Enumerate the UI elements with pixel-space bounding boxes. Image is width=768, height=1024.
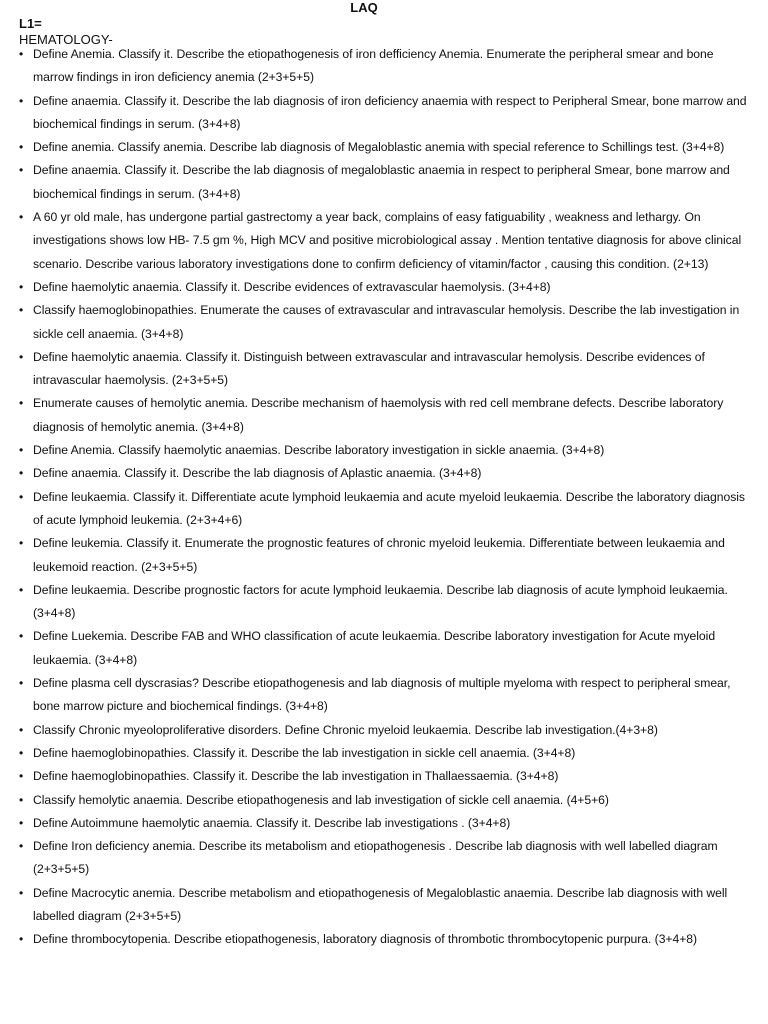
bullet-icon: • [19,629,24,644]
bullet-icon: • [19,47,24,61]
question-text: A 60 yr old male, has undergone partial gastrectomy a year back, complains of easy fatiguability , weakness and lethargy. On investigations shows low HB- 7.5 gm %, High MCV and positive microbiological assay . Mention tentative diagnosis for above clinical scenario. Describe various laboratory investigations done to confirm deficiency of vitamin/factor , causing this condition. (2+13) [33,210,742,271]
question-item [19,719,754,742]
question-text: Define Autoimmune haemolytic anaemia. Classify it. Describe lab investigations . (3+4+8) [33,815,511,830]
section-heading: HEMATOLOGY- [19,32,113,47]
question-item [19,579,754,626]
bullet-icon: • [19,745,24,760]
bullet-icon: • [19,396,24,411]
bullet-icon: • [19,885,24,900]
question-text: Define Macrocytic anemia. Describe metabolism and etiopathogenesis of Megaloblastic anaemia. Describe lab diagnosis with well labelled diagram (2+3+5+5) [33,885,728,923]
bullet-icon: • [19,93,24,108]
question-item [19,206,754,276]
question-text: Enumerate causes of hemolytic anemia. Describe mechanism of haemolysis with red cell membrane defects. Describe laboratory diagnosis of hemolytic anemia. (3+4+8) [33,396,724,434]
bullet-icon: • [19,140,24,155]
bullet-icon: • [19,839,24,854]
question-text: Define Anemia. Classify haemolytic anaemias. Describe laboratory investigation in sickle anaemia. (3+4+8) [33,443,605,458]
question-text: Define Iron deficiency anemia. Describe its metabolism and etiopathogenesis . Describe lab diagnosis with well labelled diagram (2+3+5+5) [33,839,718,877]
question-text: Define haemolytic anaemia. Classify it. Distinguish between extravascular and intravascular hemolysis. Describe evidences of intravascular haemolysis. (2+3+5+5) [33,349,705,388]
question-text: Define thrombocytopenia. Describe etiopathogenesis, laboratory diagnosis of thrombotic thrombocytopenic purpura. (3+4+8) [33,932,698,947]
question-text: Define Anemia. Classify it. Describe the etiopathogenesis of iron defficiency Anemia. Enumerate the peripheral smear and bone marrow findings in iron deficiency anemia (2+3+5+5) [33,47,714,85]
question-item [19,789,754,812]
question-item [19,742,754,765]
question-text: Define anemia. Classify anemia. Describe lab diagnosis of Megaloblastic anemia with special reference to Schillings test. (3+4+8) [33,140,725,155]
bullet-icon: • [19,210,24,225]
bullet-icon: • [19,932,24,947]
question-item [19,928,754,951]
question-item [19,392,754,439]
question-item [19,90,754,137]
bullet-icon: • [19,303,24,318]
bullet-icon: • [19,163,24,178]
question-item [19,439,754,462]
bullet-icon: • [19,466,24,481]
question-text: Define anaemia. Classify it. Describe the lab diagnosis of megaloblastic anaemia in respect to peripheral Smear, bone marrow and biochemical findings in serum. (3+4+8) [33,163,730,201]
bullet-icon: • [19,769,24,784]
bullet-icon: • [19,722,24,737]
bullet-icon: • [19,279,24,294]
question-text: Define haemolytic anaemia. Classify it. Describe evidences of extravascular haemolysis. (3+4+8) [33,279,551,294]
question-item [19,812,754,835]
bullet-icon: • [19,676,24,691]
question-text: Define haemoglobinopathies. Classify it. Describe the lab investigation in sickle cell anaemia. (3+4+8) [33,745,576,760]
question-text: Define leukaemia. Describe prognostic factors for acute lymphoid leukaemia. Describe lab diagnosis of acute lymphoid leukaemia. (3+4+8) [33,582,728,621]
unit-label: L1= [19,16,42,31]
question-text: Classify haemoglobinopathies. Enumerate the causes of extravascular and intravascular hemolysis. Describe the lab investigation in sickle cell anaemia. (3+4+8) [33,303,740,341]
question-text: Classify hemolytic anaemia. Describe etiopathogenesis and lab investigation of sickle cell anaemia. (4+5+6) [33,792,609,807]
question-item [19,462,754,485]
document-title: LAQ [350,0,378,15]
question-list [19,43,754,952]
question-item [19,835,754,882]
bullet-icon: • [19,536,24,551]
question-item [19,625,754,672]
question-text: Define haemoglobinopathies. Classify it. Describe the lab investigation in Thallaessaemia. (3+4+8) [33,769,559,784]
question-text: Classify Chronic myeoloproliferative disorders. Define Chronic myeloid leukaemia. Describe lab investigation.(4+3+8) [33,722,658,737]
question-text: Define leukaemia. Classify it. Differentiate acute lymphoid leukaemia and acute myeloid leukaemia. Describe the laboratory diagnosis of acute lymphoid leukemia. (2+3+4+6) [33,489,745,527]
question-item [19,299,754,346]
question-item [19,43,754,90]
question-text: Define leukemia. Classify it. Enumerate the prognostic features of chronic myeloid leukemia. Differentiate between leukaemia and leukemoid reaction. (2+3+5+5) [33,536,725,574]
question-item [19,672,754,719]
question-item [19,346,754,393]
question-item [19,486,754,533]
bullet-icon: • [19,792,24,807]
question-item [19,276,754,299]
question-text: Define anaemia. Classify it. Describe the lab diagnosis of Aplastic anaemia. (3+4+8) [33,466,482,481]
question-text: Define Luekemia. Describe FAB and WHO classification of acute leukaemia. Describe laboratory investigation for Acute myeloid leukaemia. (3+4+8) [33,629,716,667]
bullet-icon: • [19,582,24,597]
question-item [19,532,754,579]
question-text: Define anaemia. Classify it. Describe the lab diagnosis of iron deficiency anaemia with respect to Peripheral Smear, bone marrow and biochemical findings in serum. (3+4+8) [33,93,747,131]
question-item [19,159,754,206]
question-item [19,882,754,929]
question-item [19,765,754,788]
bullet-icon: • [19,815,24,830]
bullet-icon: • [19,489,24,504]
bullet-icon: • [19,349,24,364]
bullet-icon: • [19,443,24,458]
question-item [19,136,754,159]
question-text: Define plasma cell dyscrasias? Describe etiopathogenesis and lab diagnosis of multiple myeloma with respect to peripheral smear, bone marrow picture and biochemical findings. (3+4+8) [33,676,731,714]
